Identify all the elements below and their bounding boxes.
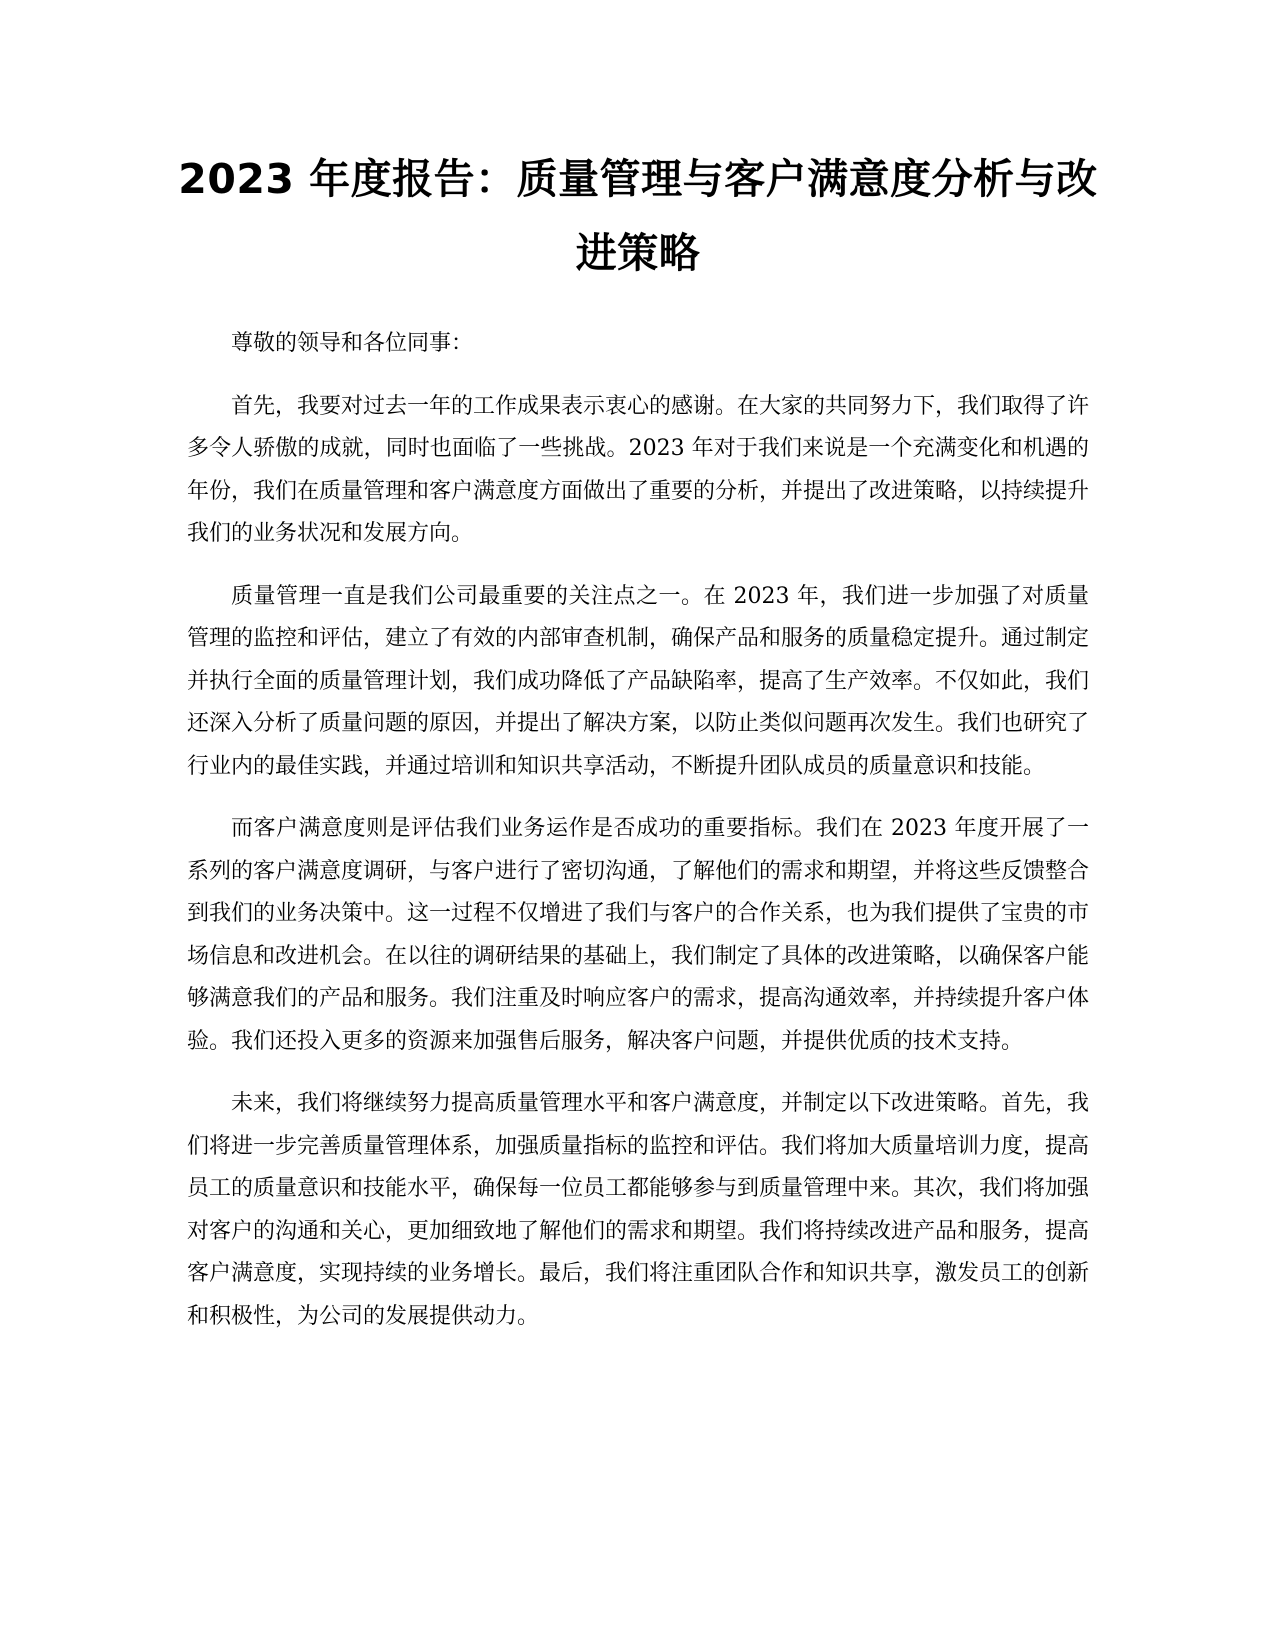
body-paragraph-2: 质量管理一直是我们公司最重要的关注点之一。在 2023 年，我们进一步加强了对质量管理的监控和评估，建立了有效的内部审查机制，确保产品和服务的质量稳定提升。通过制定并执行全面的质量管理计划，我们成功降低了产品缺陷率，提高了生产效率。不仅如此，我们还深入分析了质量问题的原因，并提出了解决方案，以防止类似问题再次发生。我们也研究了行业内的最佳实践，并通过培训和知识共享活动，不断提升团队成员的质量意识和技能。 [187,583,1090,779]
document-body [187,323,1089,1358]
greeting-paragraph: 尊敬的领导和各位同事： [231,331,474,356]
body-paragraph-1: 首先，我要对过去一年的工作成果表示衷心的感谢。在大家的共同努力下，我们取得了许多令人骄傲的成就，同时也面临了一些挑战。2023 年对于我们来说是一个充满变化和机遇的年份，我们在质量管理和客户满意度方面做出了重要的分析，并提出了改进策略，以持续提升我们的业务状况和发展方向。 [187,393,1090,546]
document-title: 2023 年度报告：质量管理与客户满意度分析与改进策略 [178,155,1098,277]
body-paragraph-3: 而客户满意度则是评估我们业务运作是否成功的重要指标。我们在 2023 年度开展了一系列的客户满意度调研，与客户进行了密切沟通，了解他们的需求和期望，并将这些反馈整合到我们的业务决策中。这一过程不仅增进了我们与客户的合作关系，也为我们提供了宝贵的市场信息和改进机会。在以往的调研结果的基础上，我们制定了具体的改进策略，以确保客户能够满意我们的产品和服务。我们注重及时响应客户的需求，提高沟通效率，并持续提升客户体验。我们还投入更多的资源来加强售后服务，解决客户问题，并提供优质的技术支持。 [187,816,1090,1054]
body-paragraph-4: 未来，我们将继续努力提高质量管理水平和客户满意度，并制定以下改进策略。首先，我们将进一步完善质量管理体系，加强质量指标的监控和评估。我们将加大质量培训力度，提高员工的质量意识和技能水平，确保每一位员工都能够参与到质量管理中来。其次，我们将加强对客户的沟通和关心，更加细致地了解他们的需求和期望。我们将持续改进产品和服务，提高客户满意度，实现持续的业务增长。最后，我们将注重团队合作和知识共享，激发员工的创新和积极性，为公司的发展提供动力。 [187,1091,1090,1329]
